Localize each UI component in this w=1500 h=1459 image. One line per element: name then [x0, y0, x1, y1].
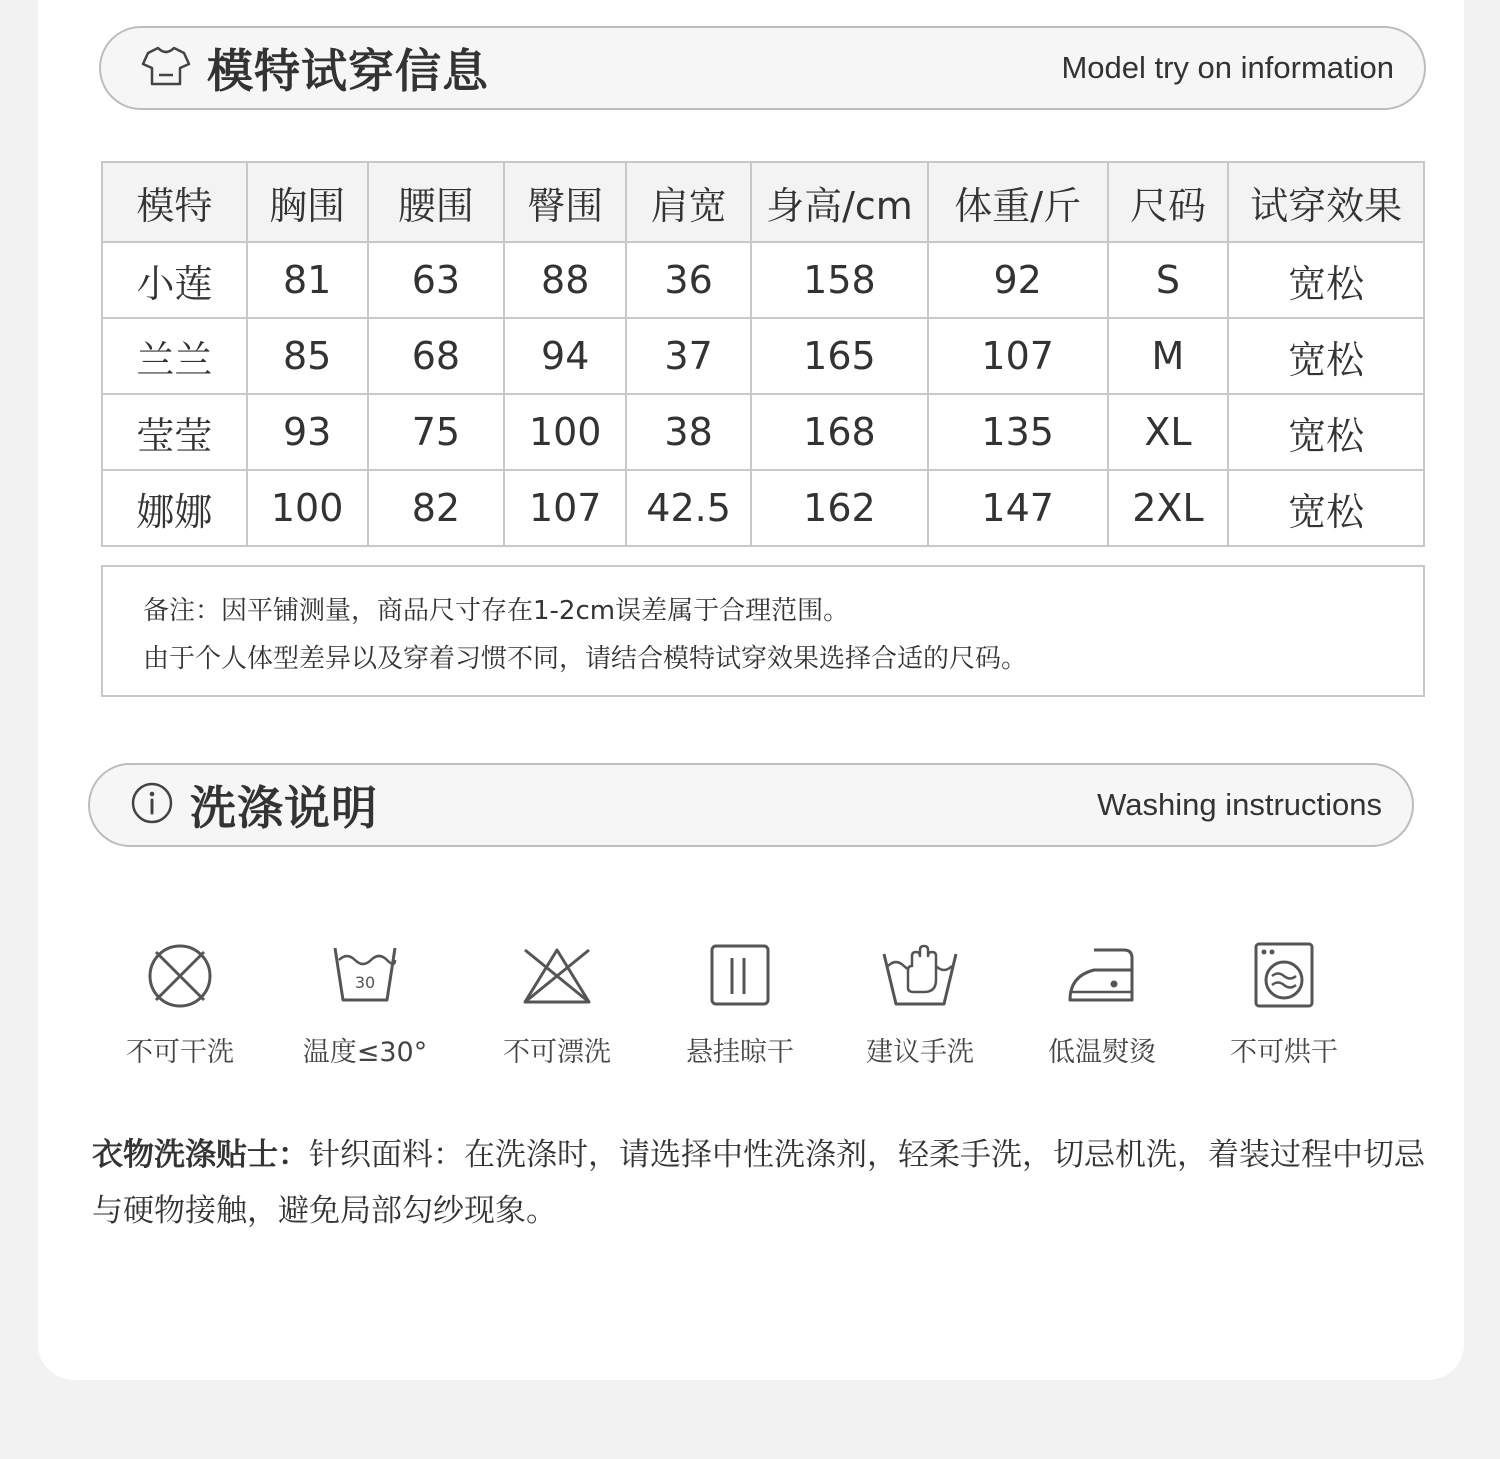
- table-cell: 107: [928, 318, 1108, 394]
- table-cell: 宽松: [1228, 394, 1424, 470]
- table-cell: 165: [751, 318, 928, 394]
- wash-label: 不可干洗: [126, 1037, 234, 1068]
- table-cell: 宽松: [1228, 470, 1424, 546]
- table-row: [102, 242, 1424, 318]
- wash-label: 低温熨烫: [1048, 1037, 1156, 1068]
- care-tips-label: 衣物洗涤贴士：: [92, 1137, 309, 1173]
- wash-item-no-tumble-dry: [1204, 940, 1364, 1069]
- wash-label: 温度≤30°: [302, 1037, 428, 1068]
- table-row: [102, 318, 1424, 394]
- hand-wash-icon: [878, 940, 962, 1012]
- hang-dry-icon: [704, 940, 776, 1012]
- no-tumble-dry-icon: [1248, 940, 1320, 1012]
- wash-section-subtitle: Washing instructions: [1097, 787, 1382, 822]
- table-cell: 168: [751, 394, 928, 470]
- table-cell: 162: [751, 470, 928, 546]
- no-dry-clean-icon: [144, 940, 216, 1012]
- care-tips-text: 针织面料：在洗涤时，请选择中性洗涤剂，轻柔手洗，切忌机洗，着装过程中切忌与硬物接触，避免局部勾纱现象。: [92, 1137, 1425, 1229]
- table-cell: 158: [751, 242, 928, 318]
- table-row: [102, 394, 1424, 470]
- header-cell: 腰围: [368, 162, 505, 242]
- wash-item-hand-wash: [840, 940, 1000, 1069]
- table-cell: 88: [504, 242, 626, 318]
- table-cell: 38: [626, 394, 751, 470]
- header-cell: 试穿效果: [1228, 162, 1424, 242]
- measurement-note: [101, 565, 1425, 697]
- table-cell: 36: [626, 242, 751, 318]
- header-cell: 胸围: [247, 162, 368, 242]
- table-cell: 娜娜: [102, 470, 247, 546]
- table-cell: 92: [928, 242, 1108, 318]
- table-cell: 107: [504, 470, 626, 546]
- table-cell: 42.5: [626, 470, 751, 546]
- shirt-icon: [141, 44, 191, 92]
- wash-item-hang-dry: [660, 940, 820, 1069]
- wash-item-wash-30: [285, 940, 445, 1069]
- wash-label: 建议手洗: [866, 1037, 974, 1068]
- wash-30-icon: [329, 940, 401, 1012]
- wash-label: 悬挂晾干: [686, 1037, 794, 1068]
- care-tips: [92, 1127, 1428, 1239]
- table-header-row: [102, 162, 1424, 242]
- wash-temp-text: 30: [354, 973, 376, 992]
- table-cell: 75: [368, 394, 505, 470]
- table-cell: 100: [247, 470, 368, 546]
- header-cell: 模特: [102, 162, 247, 242]
- table-cell: M: [1108, 318, 1229, 394]
- table-cell: 94: [504, 318, 626, 394]
- table-cell: 2XL: [1108, 470, 1229, 546]
- no-bleach-icon: [517, 940, 597, 1012]
- table-cell: 85: [247, 318, 368, 394]
- low-iron-icon: [1062, 940, 1142, 1012]
- table-cell: 小莲: [102, 242, 247, 318]
- table-cell: S: [1108, 242, 1229, 318]
- header-cell: 身高/cm: [751, 162, 928, 242]
- table-cell: 147: [928, 470, 1108, 546]
- table-cell: 宽松: [1228, 242, 1424, 318]
- model-section-subtitle: Model try on information: [1061, 50, 1394, 85]
- wash-section-title: 洗涤说明: [190, 781, 378, 835]
- wash-item-no-dry-clean: [100, 940, 260, 1069]
- table-cell: 68: [368, 318, 505, 394]
- note-line: 备注：因平铺测量，商品尺寸存在1-2cm误差属于合理范围。: [143, 596, 850, 626]
- note-line: 由于个人体型差异以及穿着习惯不同，请结合模特试穿效果选择合适的尺码。: [143, 644, 1028, 674]
- table-cell: 135: [928, 394, 1108, 470]
- wash-item-low-iron: [1022, 940, 1182, 1069]
- table-row: [102, 470, 1424, 546]
- table-cell: 81: [247, 242, 368, 318]
- wash-label: 不可漂洗: [503, 1037, 611, 1068]
- header-cell: 臀围: [504, 162, 626, 242]
- table-cell: 宽松: [1228, 318, 1424, 394]
- info-icon: [130, 781, 174, 829]
- table-cell: 兰兰: [102, 318, 247, 394]
- wash-item-no-bleach: [477, 940, 637, 1069]
- table-cell: 63: [368, 242, 505, 318]
- header-cell: 尺码: [1108, 162, 1229, 242]
- table-cell: 莹莹: [102, 394, 247, 470]
- header-cell: 肩宽: [626, 162, 751, 242]
- header-cell: 体重/斤: [928, 162, 1108, 242]
- table-cell: XL: [1108, 394, 1229, 470]
- table-cell: 37: [626, 318, 751, 394]
- wash-label: 不可烘干: [1230, 1037, 1338, 1068]
- model-section-header: [99, 26, 1426, 110]
- table-cell: 93: [247, 394, 368, 470]
- model-section-title: 模特试穿信息: [207, 44, 489, 98]
- wash-section-header: [88, 763, 1414, 847]
- table-cell: 100: [504, 394, 626, 470]
- model-size-table: [101, 161, 1425, 547]
- table-cell: 82: [368, 470, 505, 546]
